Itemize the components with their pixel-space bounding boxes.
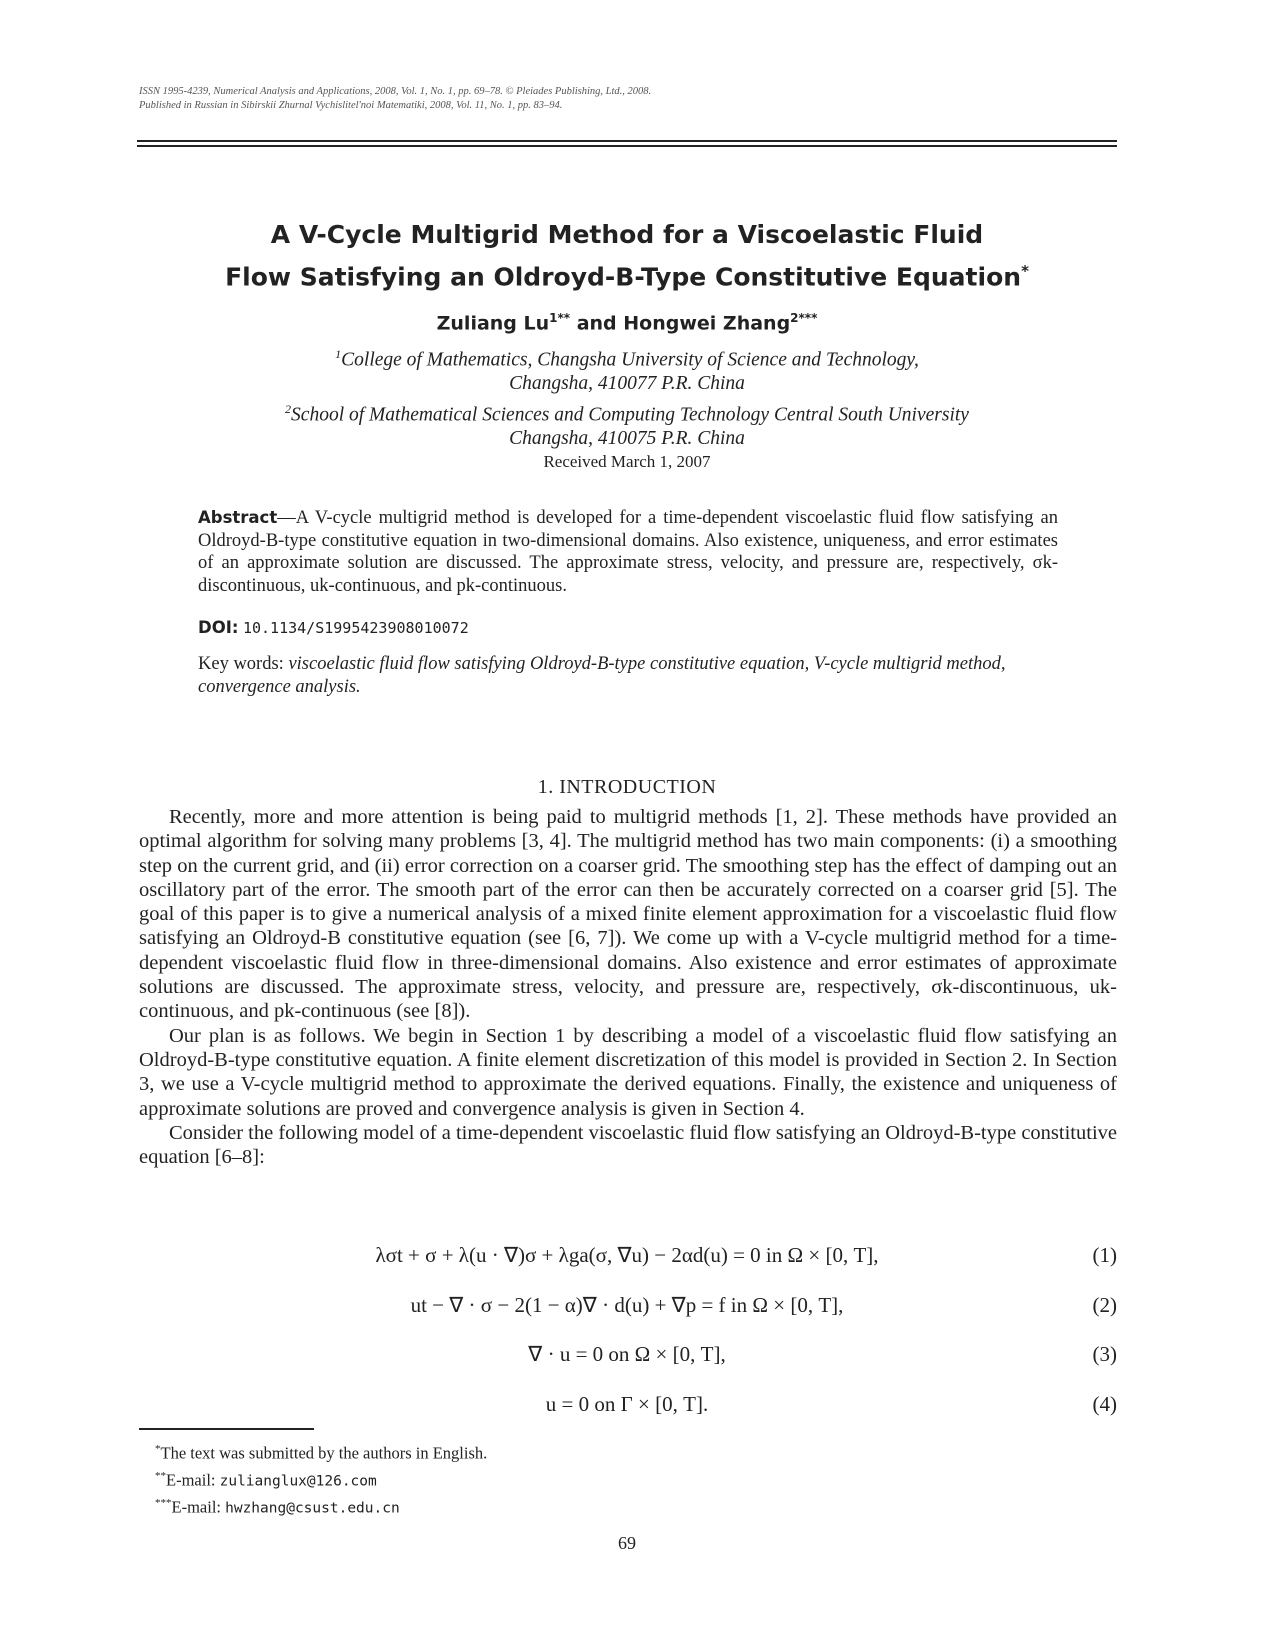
footnote-rule: [139, 1428, 314, 1430]
equation-1-number: (1): [1092, 1243, 1117, 1267]
footnote-2-text: E-mail:: [166, 1470, 220, 1489]
paper-title: [137, 216, 1117, 295]
received-date: Received March 1, 2007: [543, 452, 711, 471]
affiliation-2-line-1: School of Mathematical Sciences and Computing Technology Central South University: [291, 404, 969, 426]
keywords-text: viscoelastic fluid flow satisfying Oldroyd-B-type constitutive equation, V-cycle multigrid method, convergence analysis.: [198, 654, 1006, 697]
abstract-dash: —: [277, 508, 296, 528]
equation-1: [137, 1243, 1117, 1273]
affiliation-1-line-1: College of Mathematics, Changsha University of Science and Technology,: [341, 349, 919, 371]
footnote-3-email-link[interactable]: hwzhang@csust.edu.cn: [225, 1500, 400, 1517]
journal-header: [139, 85, 1119, 113]
affiliation-1: [137, 343, 1117, 395]
header-rule-top: [137, 140, 1117, 142]
keywords-label: Key words:: [198, 654, 284, 674]
equation-2-expr: ut − ∇ · σ − 2(1 − α)∇ · d(u) + ∇p = f in Ω × [0, T],: [410, 1293, 844, 1317]
title-footnote-mark: *: [1021, 262, 1029, 280]
footnote-1: [155, 1438, 1055, 1465]
affiliation-2: [137, 398, 1117, 450]
paragraph-3: Consider the following model of a time-dependent viscoelastic fluid flow satisfying an Oldroyd-B-type constitutive equation [6–8]:: [139, 1121, 1117, 1169]
equation-3-expr: ∇ · u = 0 on Ω × [0, T],: [528, 1342, 726, 1366]
keywords: [198, 653, 1058, 699]
page-number: 69: [618, 1533, 636, 1553]
equation-4-number: (4): [1092, 1392, 1117, 1416]
doi-label: DOI:: [198, 618, 239, 637]
footnote-1-text: The text was submitted by the authors in English.: [160, 1443, 488, 1463]
doi: [198, 617, 469, 638]
paragraph-2: Our plan is as follows. We begin in Section 1 by describing a model of a viscoelastic fluid flow satisfying an Oldroyd-B-type constitutive equation. A finite element discretization of this model is provided in Section 2. In Section 3, we use a V-cycle multigrid method to approximate the derived equations. Finally, the existence and uniqueness of approximate solutions are proved and convergence analysis is given in Section 4.: [139, 1024, 1117, 1120]
author-1: Zuliang Lu: [436, 312, 550, 335]
affiliation-1-line-2: Changsha, 410077 P.R. China: [509, 372, 745, 394]
affiliation-1-mark: 1: [335, 347, 342, 361]
abstract: [198, 507, 1058, 597]
equation-4-expr: u = 0 on Γ × [0, T].: [545, 1392, 709, 1416]
equation-2-number: (2): [1092, 1293, 1117, 1317]
affiliation-2-mark: 2: [285, 402, 292, 416]
footnote-2-mark: **: [155, 1469, 166, 1482]
footnote-2-email-link[interactable]: zulianglux@126.com: [219, 1473, 377, 1489]
title-line-2: Flow Satisfying an Oldroyd-B-Type Constitutive Equation: [225, 262, 1022, 292]
abstract-text: A V-cycle multigrid method is developed for a time-dependent viscoelastic fluid flow satisfying an Oldroyd-B-type constitutive equation in two-dimensional domains. Also existence, uniqueness, and error estimates of an approximate solution are discussed. The approximate stress, velocity, and pressure are, respectively, σk-discontinuous, uk-continuous, and pk-continuous.: [198, 508, 1058, 596]
header-rule-bottom: [137, 145, 1117, 147]
authors-and: and: [576, 312, 617, 335]
equation-3: [137, 1342, 1117, 1372]
equation-1-expr: λσt + σ + λ(u · ∇)σ + λga(σ, ∇u) − 2αd(u) = 0 in Ω × [0, T],: [375, 1243, 879, 1267]
equation-2: [137, 1293, 1117, 1323]
doi-link[interactable]: 10.1134/S1995423908010072: [242, 619, 469, 637]
footnote-2: [155, 1465, 1055, 1493]
header-line-2: Published in Russian in Sibirskii Zhurnal Vychislitel'noi Matematiki, 2008, Vol. 11, No. 1, pp. 83–94.: [139, 100, 563, 111]
author-2: Hongwei Zhang: [623, 312, 791, 335]
equation-4: [137, 1392, 1117, 1422]
body-text: [139, 805, 1117, 1169]
equation-3-number: (3): [1092, 1342, 1117, 1366]
footnote-3: [155, 1492, 1055, 1520]
paragraph-1: Recently, more and more attention is being paid to multigrid methods [1, 2]. These methods have provided an optimal algorithm for solving many problems [3, 4]. The multigrid method has two main components: (i) a smoothing step on the current grid, and (ii) error correction on a coarser grid. The smoothing step has the effect of damping out an oscillatory part of the error. The smooth part of the error can then be accurately corrected on a coarser grid [5]. The goal of this paper is to give a numerical analysis of a mixed finite element approximation for a viscoelastic fluid flow satisfying an Oldroyd-B constitutive equation (see [6, 7]). We come up with a V-cycle multigrid method for a time-dependent viscoelastic fluid flow in three-dimensional domains. Also existence and error estimates of approximate solutions are discussed. The approximate stress, velocity, and pressure are, respectively, σk-discontinuous, uk-continuous, and pk-continuous (see [8]).: [139, 806, 1117, 1023]
authors: [137, 305, 1117, 336]
affiliation-2-line-2: Changsha, 410075 P.R. China: [509, 427, 745, 449]
author-1-mark: 1**: [549, 311, 571, 325]
footnote-3-mark: ***: [155, 1497, 172, 1509]
section-heading: 1. INTRODUCTION: [537, 776, 717, 798]
abstract-label: Abstract: [198, 508, 278, 527]
author-2-mark: 2***: [790, 311, 818, 325]
footnote-1-mark: *: [155, 1443, 161, 1455]
title-line-1: A V-Cycle Multigrid Method for a Viscoelastic Fluid: [270, 220, 984, 249]
footnote-3-text: E-mail:: [171, 1497, 226, 1517]
footnotes: [155, 1438, 1055, 1520]
header-line-1: ISSN 1995-4239, Numerical Analysis and Applications, 2008, Vol. 1, No. 1, pp. 69–78. © Pleiades Publishing, Ltd., 2008.: [139, 86, 652, 97]
